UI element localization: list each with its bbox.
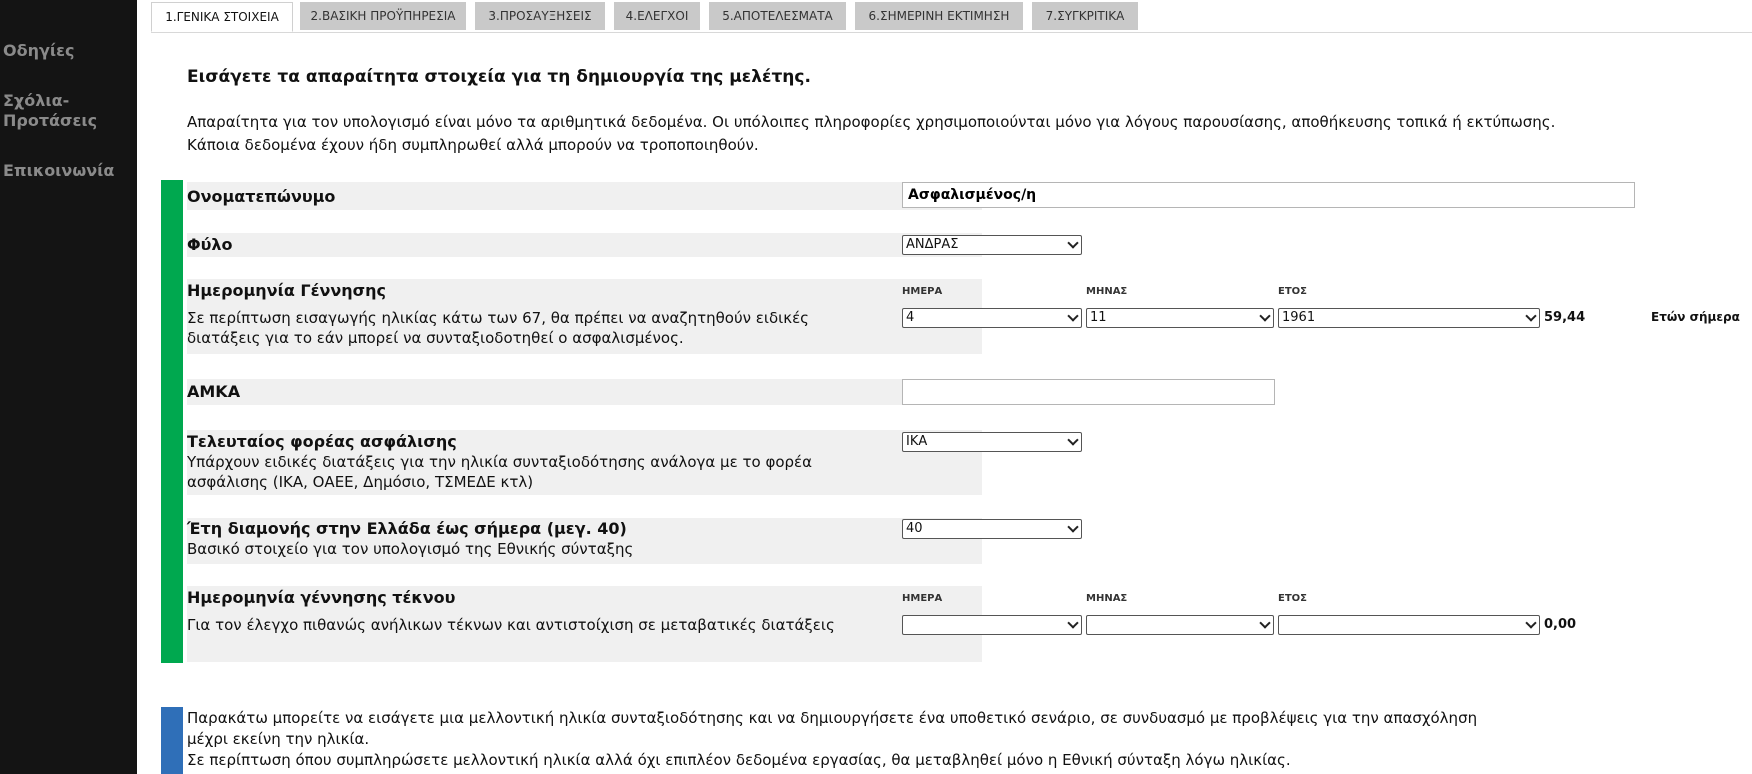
residence-desc: Βασικό στοιχείο για τον υπολογισμό της Εθνικής σύνταξης	[187, 540, 634, 558]
gender-select-value: ΑΝΔΡΑΣ	[906, 237, 959, 252]
insurer-select-value: ΙΚΑ	[906, 434, 928, 449]
name-field[interactable]	[902, 182, 1635, 208]
sidebar	[0, 0, 137, 774]
tab-checks[interactable]: 4.ΕΛΕΓΧΟΙ	[614, 2, 700, 30]
birth-month-value: 11	[1090, 310, 1107, 325]
residence-label-box	[187, 518, 982, 564]
birth-day-value: 4	[906, 310, 915, 325]
tab-increments[interactable]: 3.ΠΡΟΣΑΥΞΗΣΕΙΣ	[475, 2, 605, 30]
amka-field[interactable]	[902, 379, 1275, 405]
tab-results[interactable]: 5.ΑΠΟΤΕΛΕΣΜΑΤΑ	[709, 2, 846, 30]
birth-day-caption: ΗΜΕΡΑ	[902, 286, 943, 297]
tab-comparisons[interactable]: 7.ΣΥΓΚΡΙΤΙΚΑ	[1032, 2, 1138, 30]
tab-current-estimate[interactable]: 6.ΣΗΜΕΡΙΝΗ ΕΚΤΙΜΗΣΗ	[855, 2, 1023, 30]
insurer-desc: Υπάρχουν ειδικές διατάξεις για την ηλικία συνταξιοδότησης ανάλογα με το φορέα ασφάλισης (ΙΚΑ, ΟΑΕΕ, Δημόσιο, ΤΣΜΕΔΕ κτλ)	[187, 453, 813, 491]
chevron-down-icon	[1067, 521, 1078, 532]
birth-year-select[interactable]	[1278, 308, 1540, 328]
intro-line-2: Κάποια δεδομένα έχουν ήδη συμπληρωθεί αλλά μπορούν να τροποποιηθούν.	[187, 136, 759, 154]
birth-month-select[interactable]	[1086, 308, 1274, 328]
residence-select-value: 40	[906, 521, 923, 536]
child-birth-label: Ημερομηνία γέννησης τέκνου	[187, 588, 456, 607]
residence-select[interactable]	[902, 519, 1082, 539]
insurer-label: Τελευταίος φορέας ασφάλισης	[187, 432, 457, 451]
sidebar-item-contact[interactable]: Επικοινωνία	[3, 161, 115, 180]
insurer-label-box	[187, 430, 982, 495]
future-age-note	[187, 708, 1637, 771]
birthdate-label: Ημερομηνία Γέννησης	[187, 281, 386, 300]
page-title: Εισάγετε τα απαραίτητα στοιχεία για τη δημιουργία της μελέτης.	[187, 67, 811, 87]
amka-label: ΑΜΚΑ	[187, 382, 241, 401]
gender-label: Φύλο	[187, 235, 233, 254]
chevron-down-icon	[1067, 434, 1078, 445]
tab-basic-service[interactable]: 2.ΒΑΣΙΚΗ ΠΡΟΫΠΗΡΕΣΙΑ	[300, 2, 466, 30]
note-line-2: μέχρι εκείνη την ηλικία.	[187, 730, 370, 748]
child-month-caption: ΜΗΝΑΣ	[1086, 593, 1128, 604]
name-label: Ονοματεπώνυμο	[187, 187, 336, 206]
child-year-caption: ΕΤΟΣ	[1278, 593, 1307, 604]
intro-text	[187, 111, 1707, 157]
note-accent-bar	[161, 707, 183, 774]
chevron-down-icon	[1067, 617, 1078, 628]
note-line-3: Σε περίπτωση όπου συμπληρώσετε μελλοντική ηλικία αλλά όχι επιπλέον δεδομένα εργασίας, θα μεταβληθεί μόνο η Εθνική σύνταξη λόγω ηλικίας.	[187, 751, 1291, 769]
sidebar-item-comments[interactable]: Σχόλια-Προτάσεις	[3, 91, 98, 130]
chevron-down-icon	[1259, 310, 1270, 321]
current-age-label: Ετών σήμερα	[1651, 310, 1740, 324]
birth-year-value: 1961	[1282, 310, 1316, 325]
amka-label-box	[187, 379, 982, 405]
child-age-value: 0,00	[1544, 617, 1577, 632]
chevron-down-icon	[1067, 310, 1078, 321]
chevron-down-icon	[1067, 237, 1078, 248]
child-birth-label-box	[187, 586, 982, 662]
main-content	[137, 0, 1752, 774]
chevron-down-icon	[1525, 310, 1536, 321]
tab-bar	[151, 2, 1752, 33]
name-label-box	[187, 182, 982, 210]
intro-line-1: Απαραίτητα για τον υπολογισμό είναι μόνο τα αριθμητικά δεδομένα. Οι υπόλοιπες πληροφορίες χρησιμοποιούνται μόνο για λόγους παρουσίασης, αποθήκευσης τοπικά ή εκτύπωσης.	[187, 113, 1556, 131]
section-accent-bar	[161, 180, 183, 663]
tab-general[interactable]: 1.ΓΕΝΙΚΑ ΣΤΟΙΧΕΙΑ	[151, 2, 293, 32]
child-birth-desc: Για τον έλεγχο πιθανώς ανήλικων τέκνων και αντιστοίχιση σε μεταβατικές διατάξεις	[187, 616, 835, 634]
chevron-down-icon	[1525, 617, 1536, 628]
residence-label: Έτη διαμονής στην Ελλάδα έως σήμερα (μεγ. 40)	[187, 519, 627, 538]
birth-year-caption: ΕΤΟΣ	[1278, 286, 1307, 297]
child-year-select[interactable]	[1278, 615, 1540, 635]
birth-day-select[interactable]	[902, 308, 1082, 328]
chevron-down-icon	[1259, 617, 1270, 628]
current-age-value: 59,44	[1544, 310, 1586, 325]
child-day-caption: ΗΜΕΡΑ	[902, 593, 943, 604]
birth-month-caption: ΜΗΝΑΣ	[1086, 286, 1128, 297]
child-day-select[interactable]	[902, 615, 1082, 635]
note-line-1: Παρακάτω μπορείτε να εισάγετε μια μελλοντική ηλικία συνταξιοδότησης και να δημιουργήσετε ένα υποθετικό σενάριο, σε συνδυασμό με προβλέψεις για την απασχόληση	[187, 709, 1478, 727]
insurer-select[interactable]	[902, 432, 1082, 452]
child-month-select[interactable]	[1086, 615, 1274, 635]
gender-label-box	[187, 233, 982, 257]
sidebar-item-instructions[interactable]: Οδηγίες	[3, 41, 75, 60]
gender-select[interactable]	[902, 235, 1082, 255]
birthdate-desc: Σε περίπτωση εισαγωγής ηλικίας κάτω των 67, θα πρέπει να αναζητηθούν ειδικές διατάξεις για το εάν μπορεί να συνταξιοδοτηθεί ο ασφαλισμένος.	[187, 309, 809, 347]
birthdate-label-box	[187, 279, 982, 354]
